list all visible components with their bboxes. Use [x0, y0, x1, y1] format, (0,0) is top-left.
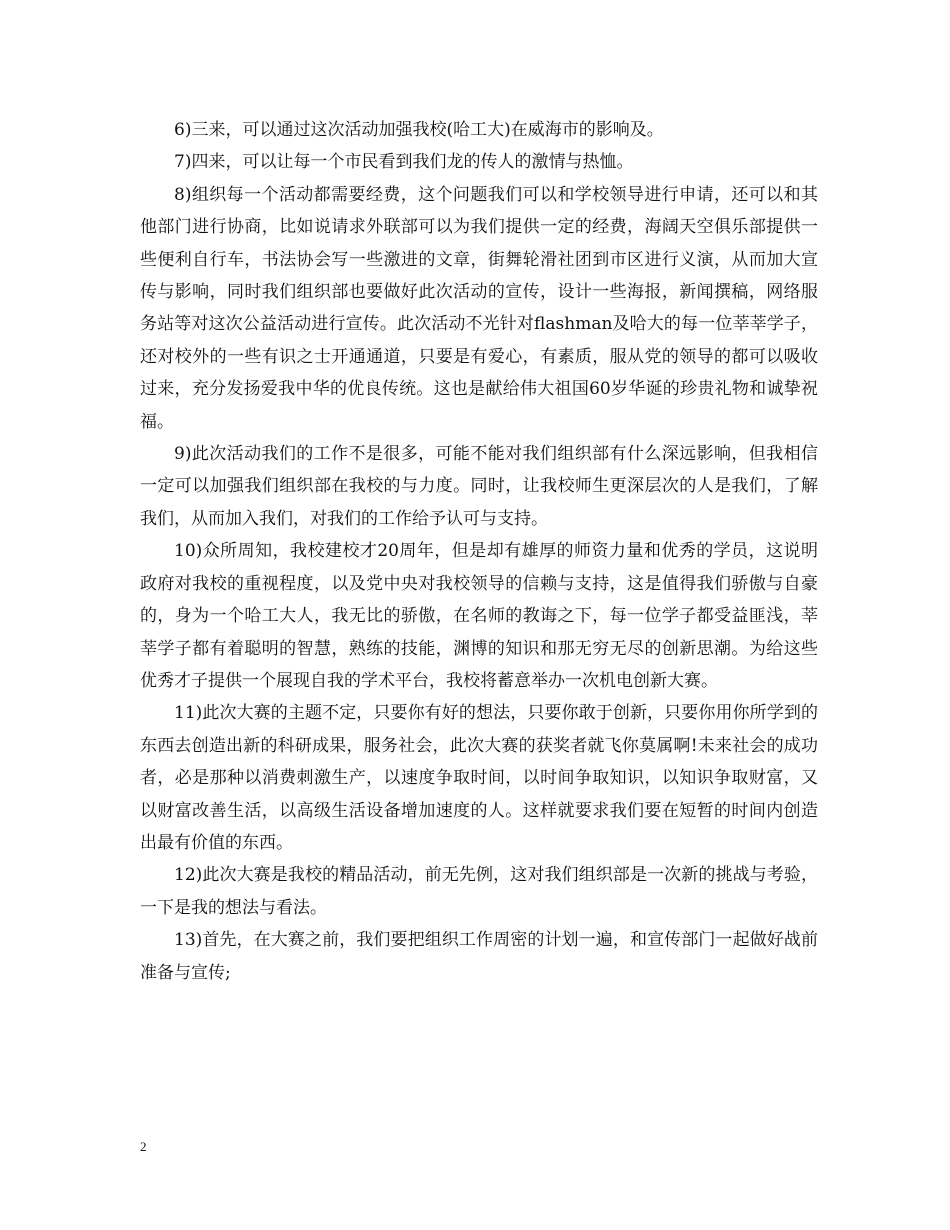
paragraph-9: 9)此次活动我们的工作不是很多，可能不能对我们组织部有什么深远影响，但我相信一定可以加强我们组织部在我校的与力度。同时，让我校师生更深层次的人是我们，了解我们，从而加入我们，对我们的工作给予认可与支持。	[140, 444, 818, 529]
paragraph-11: 11)此次大赛的主题不定，只要你有好的想法，只要你敢于创新，只要你用你所学到的东西去创造出新的科研成果，服务社会，此次大赛的获奖者就飞你莫属啊!未来社会的成功者，必是那种以消费刺激生产，以速度争取时间，以时间争取知识，以知识争取财富，又以财富改善生活，以高级生活设备增加速度的人。这样就要求我们要在短暂的时间内创造出最有价值的东西。	[140, 703, 818, 853]
paragraph-12: 12)此次大赛是我校的精品活动，前无先例，这对我们组织部是一次新的挑战与考验，一下是我的想法与看法。	[140, 865, 818, 918]
document-body	[140, 114, 818, 989]
page-number: 2	[140, 1139, 147, 1154]
paragraph-7: 7)四来，可以让每一个市民看到我们龙的传人的激情与热恤。	[174, 152, 634, 173]
paragraph-13: 13)首先，在大赛之前，我们要把组织工作周密的计划一遍，和宣传部门一起做好战前准备与宣传;	[140, 930, 818, 983]
paragraph-6: 6)三来，可以通过这次活动加强我校(哈工大)在威海市的影响及。	[174, 120, 664, 140]
paragraph-10: 10)众所周知，我校建校才20周年，但是却有雄厚的师资力量和优秀的学员，这说明政府对我校的重视程度，以及党中央对我校领导的信赖与支持，这是值得我们骄傲与自豪的，身为一个哈工大人，我无比的骄傲，在名师的教诲之下，每一位学子都受益匪浅，莘莘学子都有着聪明的智慧，熟练的技能，渊博的知识和那无穷无尽的创新思潮。为给这些优秀才子提供一个展现自我的学术平台，我校将蓄意举办一次机电创新大赛。	[140, 541, 818, 691]
paragraph-8: 8)组织每一个活动都需要经费，这个问题我们可以和学校领导进行申请，还可以和其他部门进行协商，比如说请求外联部可以为我们提供一定的经费，海阔天空俱乐部提供一些便利自行车，书法协会写一些激进的文章，街舞轮滑社团到市区进行义演，从而加大宣传与影响，同时我们组织部也要做好此次活动的宣传，设计一些海报，新闻撰稿，网络服务站等对这次公益活动进行宣传。此次活动不光针对flashman及哈大的每一位莘莘学子，还对校外的一些有识之士开通通道，只要是有爱心，有素质，服从党的领导的都可以吸收过来，充分发扬爱我中华的优良传统。这也是献给伟大祖国60岁华诞的珍贵礼物和诚挚祝福。	[140, 184, 818, 432]
